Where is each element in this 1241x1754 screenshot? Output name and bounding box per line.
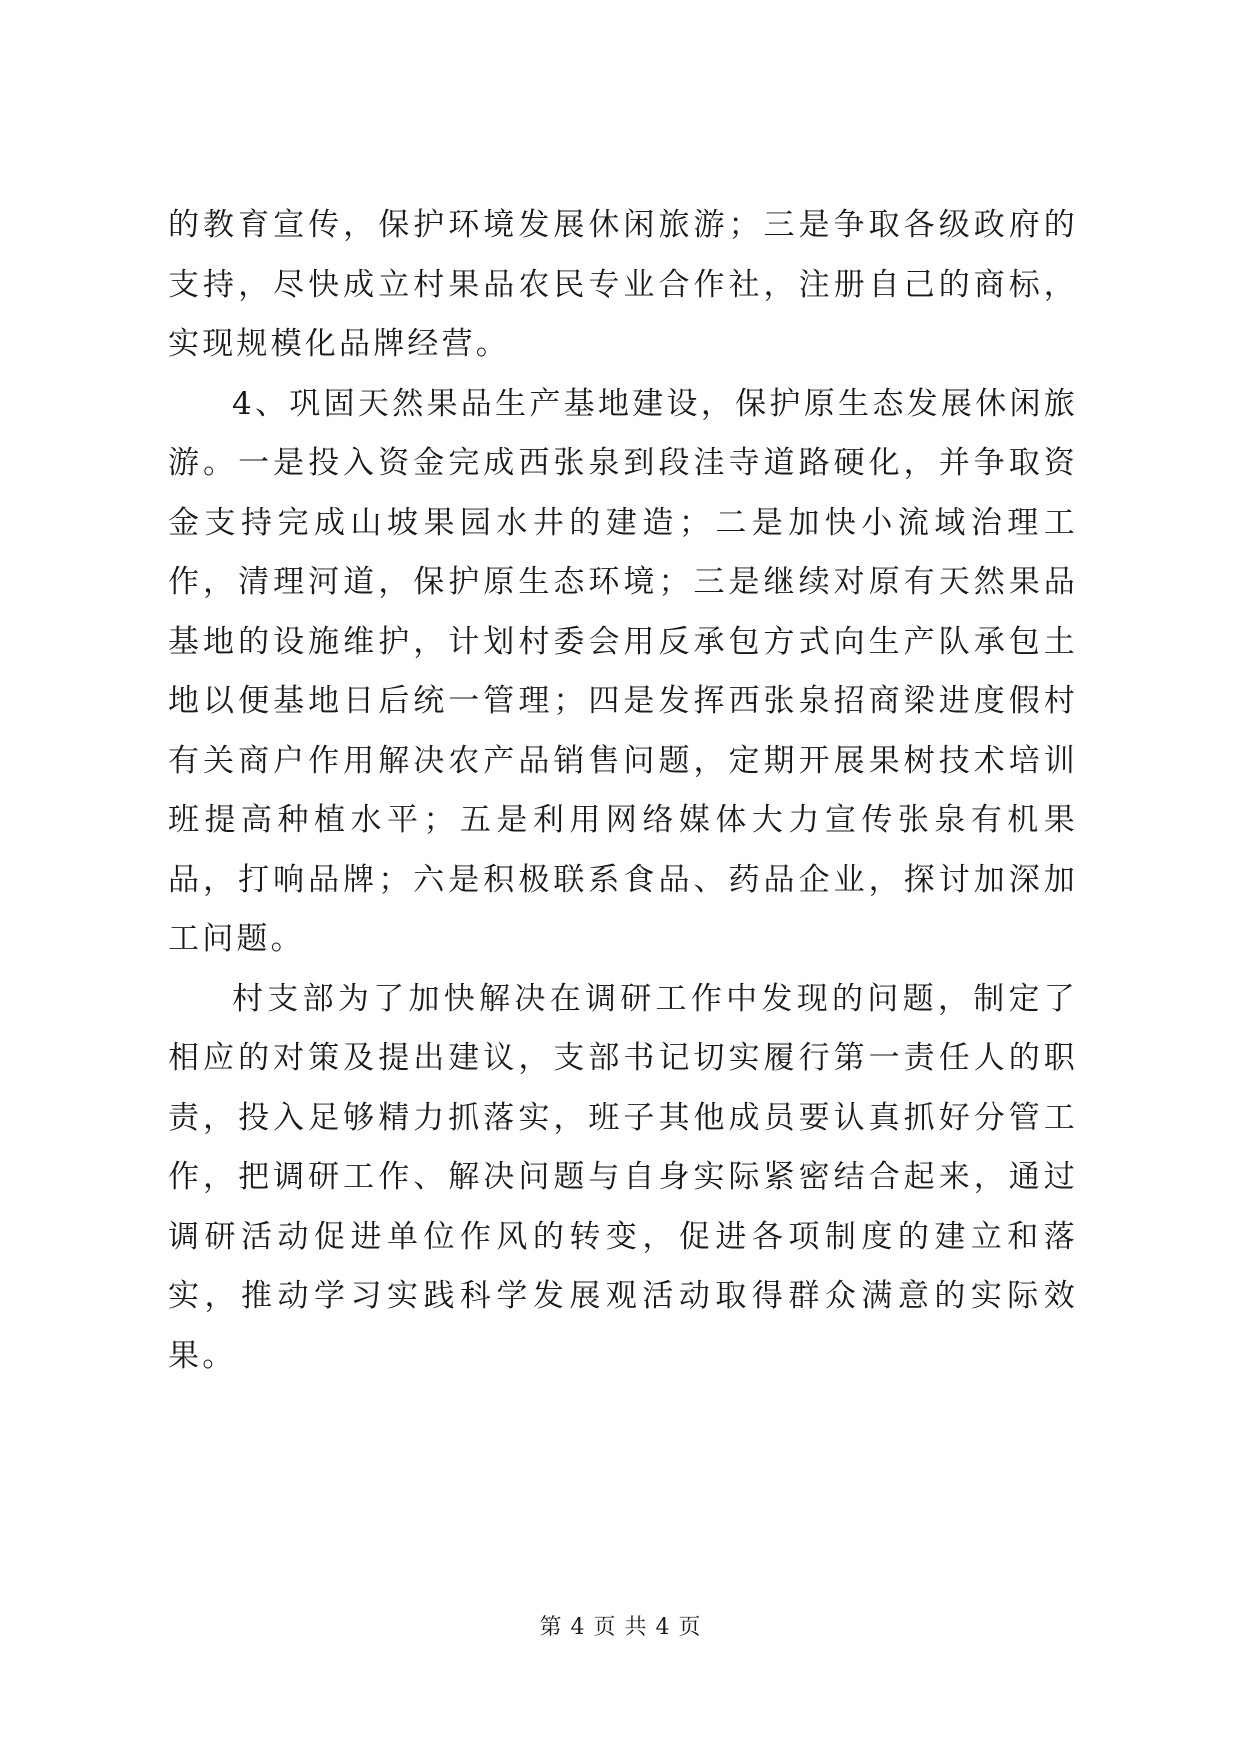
page-number-label: 第 4 页 共 4 页	[539, 1615, 702, 1640]
paragraph-conclusion: 村支部为了加快解决在调研工作中发现的问题，制定了相应的对策及提出建议，支部书记切实履行第一责任人的职责，投入足够精力抓落实，班子其他成员要认真抓好分管工作，把调研工作、解决问题与自身实际紧密结合起来，通过调研活动促进单位作风的转变，促进各项制度的建立和落实，推动学习实践科学发展观活动取得群众满意的实际效果。	[168, 980, 1078, 1374]
page-footer	[0, 1610, 1241, 1641]
paragraph-continuation: 的教育宣传，保护环境发展休闲旅游；三是争取各级政府的支持，尽快成立村果品农民专业合作社，注册自己的商标，实现规模化品牌经营。	[168, 207, 1078, 362]
body-text	[168, 196, 1078, 1386]
paragraph-item-4: 4、巩固天然果品生产基地建设，保护原生态发展休闲旅游。一是投入资金完成西张泉到段洼寺道路硬化，并争取资金支持完成山坡果园水井的建造；二是加快小流域治理工作，清理河道，保护原生态环境；三是继续对原有天然果品基地的设施维护，计划村委会用反承包方式向生产队承包土地以便基地日后统一管理；四是发挥西张泉招商梁进度假村有关商户作用解决农产品销售问题，定期开展果树技术培训班提高种植水平；五是利用网络媒体大力宣传张泉有机果品，打响品牌；六是积极联系食品、药品企业，探讨加深加工问题。	[168, 385, 1078, 957]
